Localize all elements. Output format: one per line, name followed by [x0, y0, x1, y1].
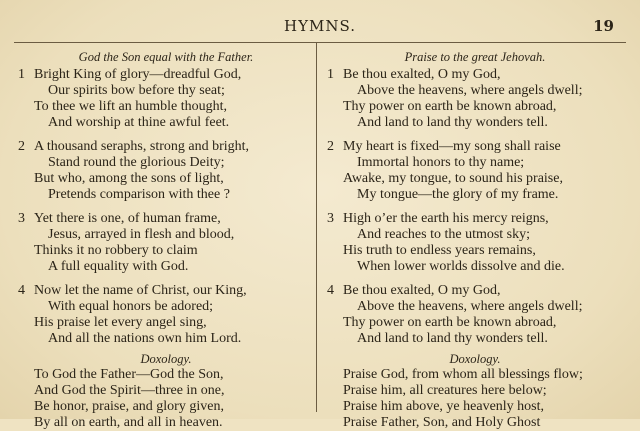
stanza-number: 2: [18, 139, 25, 154]
stanza-number: 3: [18, 211, 25, 226]
verse-line: High o’er the earth his mercy reigns,: [343, 211, 549, 226]
stanza-number: 1: [327, 67, 334, 82]
verse-line: Praise Father, Son, and Holy Ghost: [343, 415, 541, 430]
verse-line: Jesus, arrayed in flesh and blood,: [48, 227, 235, 242]
verse-line: My tongue—the glory of my frame.: [357, 187, 559, 202]
stanza: [18, 67, 314, 131]
verse-line: By all on earth, and all in heaven.: [34, 415, 223, 430]
hymn-title: God the Son equal with the Father.: [78, 50, 254, 64]
verse-line: And God the Spirit—three in one,: [34, 383, 225, 398]
doxology: [18, 367, 314, 431]
doxology-title: Doxology.: [140, 352, 192, 366]
verse-line: Above the heavens, where angels dwell;: [357, 83, 583, 98]
verse-line: Be honor, praise, and glory given,: [34, 399, 224, 414]
stanza: [327, 139, 623, 203]
verse-line: Praise him above, ye heavenly host,: [343, 399, 545, 414]
stanza: [327, 211, 623, 275]
verse-line: And all the nations own him Lord.: [48, 331, 242, 346]
stanza: [18, 283, 314, 347]
verse-line: Pretends comparison with thee ?: [48, 187, 230, 202]
column-divider: [316, 42, 317, 412]
verse-line: Stand round the glorious Deity;: [48, 155, 225, 170]
stanza-number: 1: [18, 67, 25, 82]
verse-line: And land to land thy wonders tell.: [357, 115, 548, 130]
verse-line: Our spirits bow before thy seat;: [48, 83, 225, 98]
verse-line: My heart is fixed—my song shall raise: [343, 139, 561, 154]
verse-line: A thousand seraphs, strong and bright,: [34, 139, 250, 154]
stanza-number: 4: [327, 283, 334, 298]
verse-line: With equal honors be adored;: [48, 299, 214, 314]
header-rule: [14, 42, 626, 43]
verse-line: Be thou exalted, O my God,: [343, 283, 501, 298]
page-number: 19: [593, 17, 614, 35]
verse-line: To thee we lift an humble thought,: [34, 99, 228, 114]
verse-line: Praise God, from whom all blessings flow;: [343, 367, 583, 382]
verse-line: But who, among the sons of light,: [34, 171, 224, 186]
doxology-title: Doxology.: [449, 352, 501, 366]
verse-line: Praise him, all creatures here below;: [343, 383, 547, 398]
verse-line: Immortal honors to thy name;: [357, 155, 525, 170]
stanza-number: 4: [18, 283, 25, 298]
stanza: [327, 283, 623, 347]
stanza-number: 2: [327, 139, 334, 154]
right-column: [327, 50, 623, 431]
stanza: [18, 139, 314, 203]
running-title: HYMNS.: [284, 17, 356, 35]
verse-line: His truth to endless years remains,: [343, 243, 536, 258]
stanza-number: 3: [327, 211, 334, 226]
left-column: [18, 50, 314, 431]
hymn-title: Praise to the great Jehovah.: [404, 50, 546, 64]
stanza: [327, 67, 623, 131]
verse-line: Thinks it no robbery to claim: [34, 243, 198, 258]
verse-line: Thy power on earth be known abroad,: [343, 315, 557, 330]
verse-line: And worship at thine awful feet.: [48, 115, 230, 130]
verse-line: To God the Father—God the Son,: [34, 367, 224, 382]
verse-line: Yet there is one, of human frame,: [34, 211, 221, 226]
verse-line: When lower worlds dissolve and die.: [357, 259, 565, 274]
verse-line: Be thou exalted, O my God,: [343, 67, 501, 82]
verse-line: Above the heavens, where angels dwell;: [357, 299, 583, 314]
verse-line: A full equality with God.: [48, 259, 189, 274]
stanza: [18, 211, 314, 275]
verse-line: And reaches to the utmost sky;: [357, 227, 531, 242]
doxology: [327, 367, 623, 431]
verse-line: Thy power on earth be known abroad,: [343, 99, 557, 114]
verse-line: Bright King of glory—dreadful God,: [34, 67, 242, 82]
verse-line: And land to land thy wonders tell.: [357, 331, 548, 346]
verse-line: Awake, my tongue, to sound his praise,: [343, 171, 563, 186]
verse-line: Now let the name of Christ, our King,: [34, 283, 247, 298]
verse-line: His praise let every angel sing,: [34, 315, 207, 330]
